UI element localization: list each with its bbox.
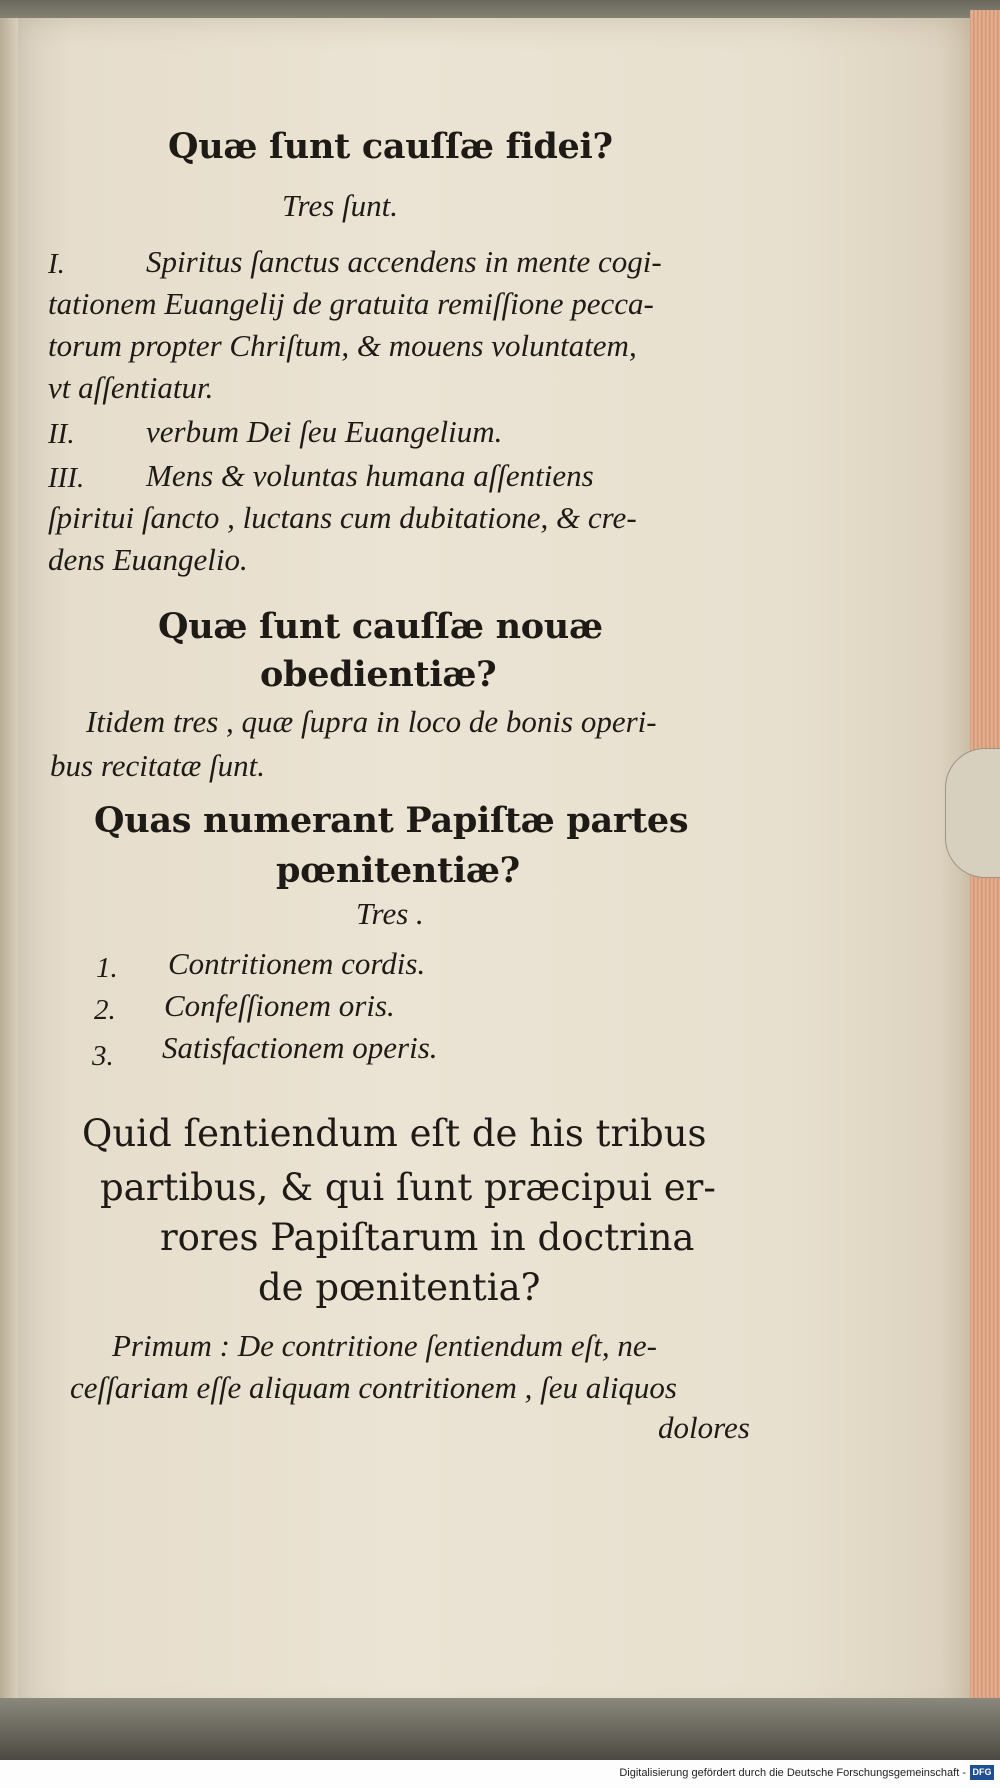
dfg-logo-icon: DFG	[970, 1765, 994, 1780]
text-line: ceſſariam eſſe aliquam contritionem , ſeu aliquos	[70, 1370, 677, 1405]
heading-errores-line4: de pœnitentia?	[258, 1266, 541, 1309]
catchword: dolores	[658, 1410, 750, 1445]
text-line: Mens & voluntas humana aſſentiens	[146, 458, 594, 493]
text-line: tationem Euangelij de gratuita remiſſione pecca-	[48, 286, 654, 321]
heading-partes-poenitentiae-line1: Quas numerant Papiſtæ partes	[94, 800, 689, 841]
heading-causae-obedientiae-line1: Quæ ſunt cauſſæ nouæ	[158, 606, 603, 647]
text-line: verbum Dei ſeu Euangelium.	[146, 414, 503, 449]
text-line: Itidem tres , quæ ſupra in loco de bonis operi-	[86, 704, 657, 739]
text-line: vt aſſentiatur.	[48, 370, 214, 405]
funding-credit: Digitalisierung gefördert durch die Deutsche Forschungsgemeinschaft -	[619, 1767, 966, 1779]
heading-errores-line2: partibus, & qui ſunt præcipui er-	[100, 1166, 716, 1209]
heading-errores-line1: Quid ſentiendum eſt de his tribus	[82, 1112, 707, 1155]
text-line: ſpiritui ſancto , luctans cum dubitatione, & cre-	[48, 500, 637, 535]
item-number: 1.	[96, 952, 118, 984]
book-cover-bottom-edge	[0, 1698, 1000, 1760]
text-line: dens Euangelio.	[48, 542, 248, 577]
item-number: II.	[48, 418, 75, 450]
text-line: Satisfactionem operis.	[162, 1030, 438, 1065]
heading-partes-poenitentiae-line2: pœnitentiæ?	[276, 850, 520, 891]
text-line: Spiritus ſanctus accendens in mente cogi-	[146, 244, 662, 279]
item-number: I.	[48, 248, 65, 280]
subheading-tres: Tres .	[356, 896, 424, 931]
text-line: torum propter Chriſtum, & mouens voluntatem,	[48, 328, 637, 363]
heading-causae-obedientiae-line2: obedientiæ?	[260, 654, 497, 695]
item-number: III.	[48, 462, 85, 494]
text-line: Confeſſionem oris.	[164, 988, 395, 1023]
digitization-footer	[0, 1760, 1000, 1788]
item-number: 2.	[94, 994, 116, 1026]
gutter-shadow	[0, 18, 18, 1718]
item-number: 3.	[92, 1040, 114, 1072]
subheading-tres-sunt: Tres ſunt.	[282, 188, 398, 223]
text-line: bus recitatæ ſunt.	[50, 748, 265, 783]
text-line: Contritionem cordis.	[168, 946, 426, 981]
heading-errores-line3: rores Papiſtarum in doctrina	[160, 1216, 695, 1259]
text-line: Primum : De contritione ſentiendum eſt, ne-	[112, 1328, 657, 1363]
heading-causae-fidei: Quæ ſunt cauſſæ fidei?	[168, 126, 613, 167]
page-tab-marker	[945, 748, 1000, 878]
